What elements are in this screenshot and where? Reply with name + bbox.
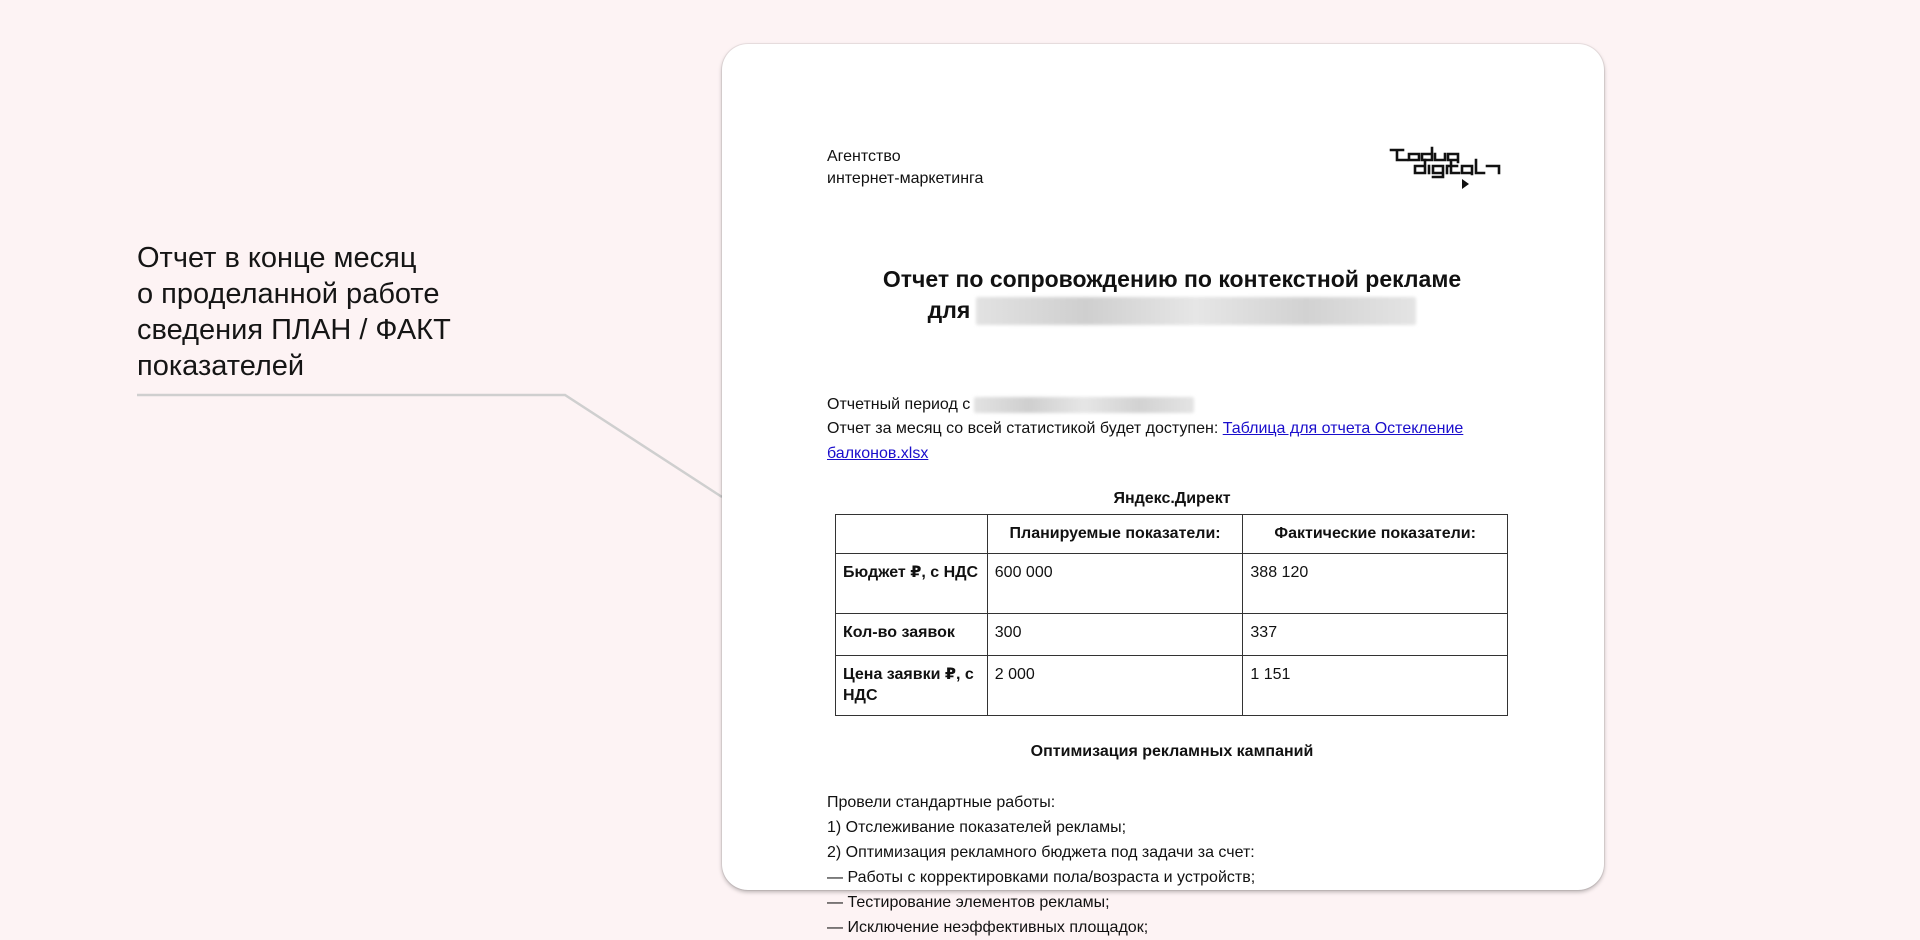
redacted-client-name: [976, 297, 1416, 325]
table-row: [836, 656, 1508, 716]
section-heading: Оптимизация рекламных кампаний: [1030, 743, 1314, 760]
table-cell: 1 151: [1243, 656, 1508, 716]
caption: [137, 240, 557, 384]
report-title-line: Отчет по сопровождению по контекстной рекламе: [882, 266, 1462, 292]
document-card: [722, 44, 1604, 936]
list-item: 2) Оптимизация рекламного бюджета под задачи за счет:: [827, 844, 1255, 861]
table-row: [836, 614, 1508, 656]
period-label: Отчетный период с: [827, 396, 971, 413]
report-availability: [827, 416, 1517, 466]
caption-line: показателей: [137, 350, 305, 382]
list-item: Провели стандартные работы:: [827, 794, 1056, 811]
caption-line: Отчет в конце месяц: [137, 242, 417, 274]
report-title: [827, 264, 1517, 326]
agency-logo: [1389, 146, 1519, 200]
report-title-line: [827, 295, 1517, 326]
table-header-row: [836, 515, 1508, 554]
work-list: [827, 790, 1517, 940]
table-cell: 300: [987, 614, 1243, 656]
table-cell: 600 000: [987, 554, 1243, 614]
availability-text: Отчет за месяц со всей статистикой будет доступен:: [827, 420, 1223, 437]
caption-line: о проделанной работе: [137, 278, 440, 310]
report-period: [827, 392, 1517, 417]
list-item: — Исключение неэффективных площадок;: [827, 919, 1149, 936]
list-item: 1) Отслеживание показателей рекламы;: [827, 819, 1127, 836]
table-header-cell: [836, 515, 988, 554]
table-header-cell: Планируемые показатели:: [987, 515, 1243, 554]
table-row-label: Цена заявки ₽, с НДС: [836, 656, 988, 716]
caption-line: сведения ПЛАН / ФАКТ: [137, 314, 451, 346]
kpi-table: [835, 514, 1508, 716]
report-title-prefix: для: [927, 297, 971, 323]
table-cell: 388 120: [1243, 554, 1508, 614]
report-table-link[interactable]: Таблица для отчета Остекление балконов.xlsx: [827, 420, 1464, 462]
table-header-cell: Фактические показатели:: [1243, 515, 1508, 554]
table-row-label: Кол-во заявок: [836, 614, 988, 656]
list-item: — Работы с корректировками пола/возраста и устройств;: [827, 869, 1256, 886]
table-cell: 2 000: [987, 656, 1243, 716]
agency-line: Агентство: [827, 148, 901, 165]
section-heading: Яндекс.Директ: [1113, 490, 1231, 507]
table-row: [836, 554, 1508, 614]
table-row-label: Бюджет ₽, с НДС: [836, 554, 988, 614]
agency-name: [827, 146, 983, 190]
redacted-period: [974, 397, 1194, 413]
table-cell: 337: [1243, 614, 1508, 656]
list-item: — Тестирование элементов рекламы;: [827, 894, 1110, 911]
agency-line: интернет-маркетинга: [827, 170, 984, 187]
